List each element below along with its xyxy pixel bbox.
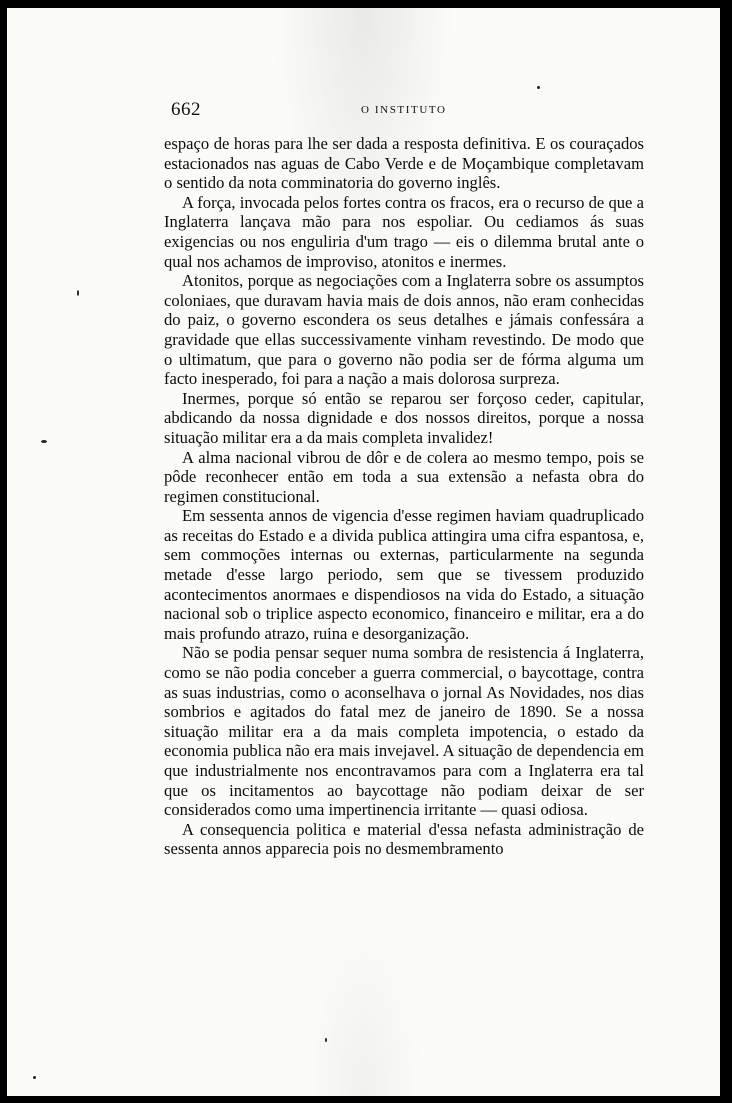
page-number: 662 bbox=[171, 99, 201, 120]
paragraph-8: A consequencia politica e material d'essa nefasta administração de sessenta annos apparecia pois no desmembramento bbox=[164, 819, 644, 859]
paragraph-5: A alma nacional vibrou de dôr e de colera ao mesmo tempo, pois se pôde reconhecer então em toda a sua extensão a nefasta obra do regimen constitucional. bbox=[164, 447, 644, 506]
scan-speck bbox=[537, 86, 540, 89]
paragraph-4: Inermes, porque só então se reparou ser forçoso ceder, capitular, abdicando da nossa dignidade e dos nossos direitos, porque a nossa situação militar era a da mais completa invalidez! bbox=[164, 388, 644, 447]
paragraph-6: Em sessenta annos de vigencia d'esse regimen haviam quadruplicado as receitas do Estado e a divida publica attingira uma cifra espantosa, e, sem commoções internas ou externas, particularmente na segunda metade d'esse largo periodo, sem que se tivessem produzido acontecimentos anormaes e dispendiosos na vida do Estado, a situação nacional sob o triplice aspecto economico, financeiro e militar, era a do mais profundo atrazo, ruina e desorganização. bbox=[164, 506, 644, 643]
paragraph-2: A força, invocada pelos fortes contra os fracos, era o recurso de que a Inglaterra lançava mão para nos espoliar. Ou cediamos ás suas exigencias ou nos enguliria d'um trago — eis o dilemma brutal ante o qual nos achamos de improviso, atonitos e inermes. bbox=[164, 192, 644, 271]
scan-speck bbox=[33, 1076, 36, 1079]
scan-speck bbox=[77, 290, 79, 296]
running-title: O INSTITUTO bbox=[361, 104, 447, 116]
scan-speck bbox=[325, 1038, 327, 1042]
body-text bbox=[164, 134, 644, 859]
scan-speck bbox=[41, 440, 47, 443]
paragraph-1: espaço de horas para lhe ser dada a resposta definitiva. E os couraçados estacionados nas aguas de Cabo Verde e de Moçambique completavam o sentido da nota comminatoria do governo inglês. bbox=[164, 134, 644, 193]
paragraph-7: Não se podia pensar sequer numa sombra de resistencia á Inglaterra, como se não podia conceber a guerra commercial, o baycottage, contra as suas industrias, como o aconselhava o jornal As Novidades, nos dias sombrios e agitados do fatal mez de janeiro de 1890. Se a nossa situação militar era a da mais completa impotencia, o estado da economia publica não era mais invejavel. A situação de dependencia em que industrialmente nos encontravamos para com a Inglaterra era tal que os incitamentos ao baycottage não podiam deixar de ser considerados como uma impertinencia irritante — quasi odiosa. bbox=[164, 643, 644, 820]
book-page bbox=[7, 8, 720, 1096]
paragraph-3: Atonitos, porque as negociações com a Inglaterra sobre os assumptos coloniaes, que duravam havia mais de dois annos, não eram conhecidas do paiz, o governo escondera os seus detalhes e jámais confessára a gravidade que ellas successivamente vinham revestindo. De modo que o ultimatum, que para o governo não podia ser de fórma alguma um facto inesperado, foi para a nação a mais dolorosa surpreza. bbox=[164, 271, 644, 389]
page-header bbox=[171, 99, 641, 123]
